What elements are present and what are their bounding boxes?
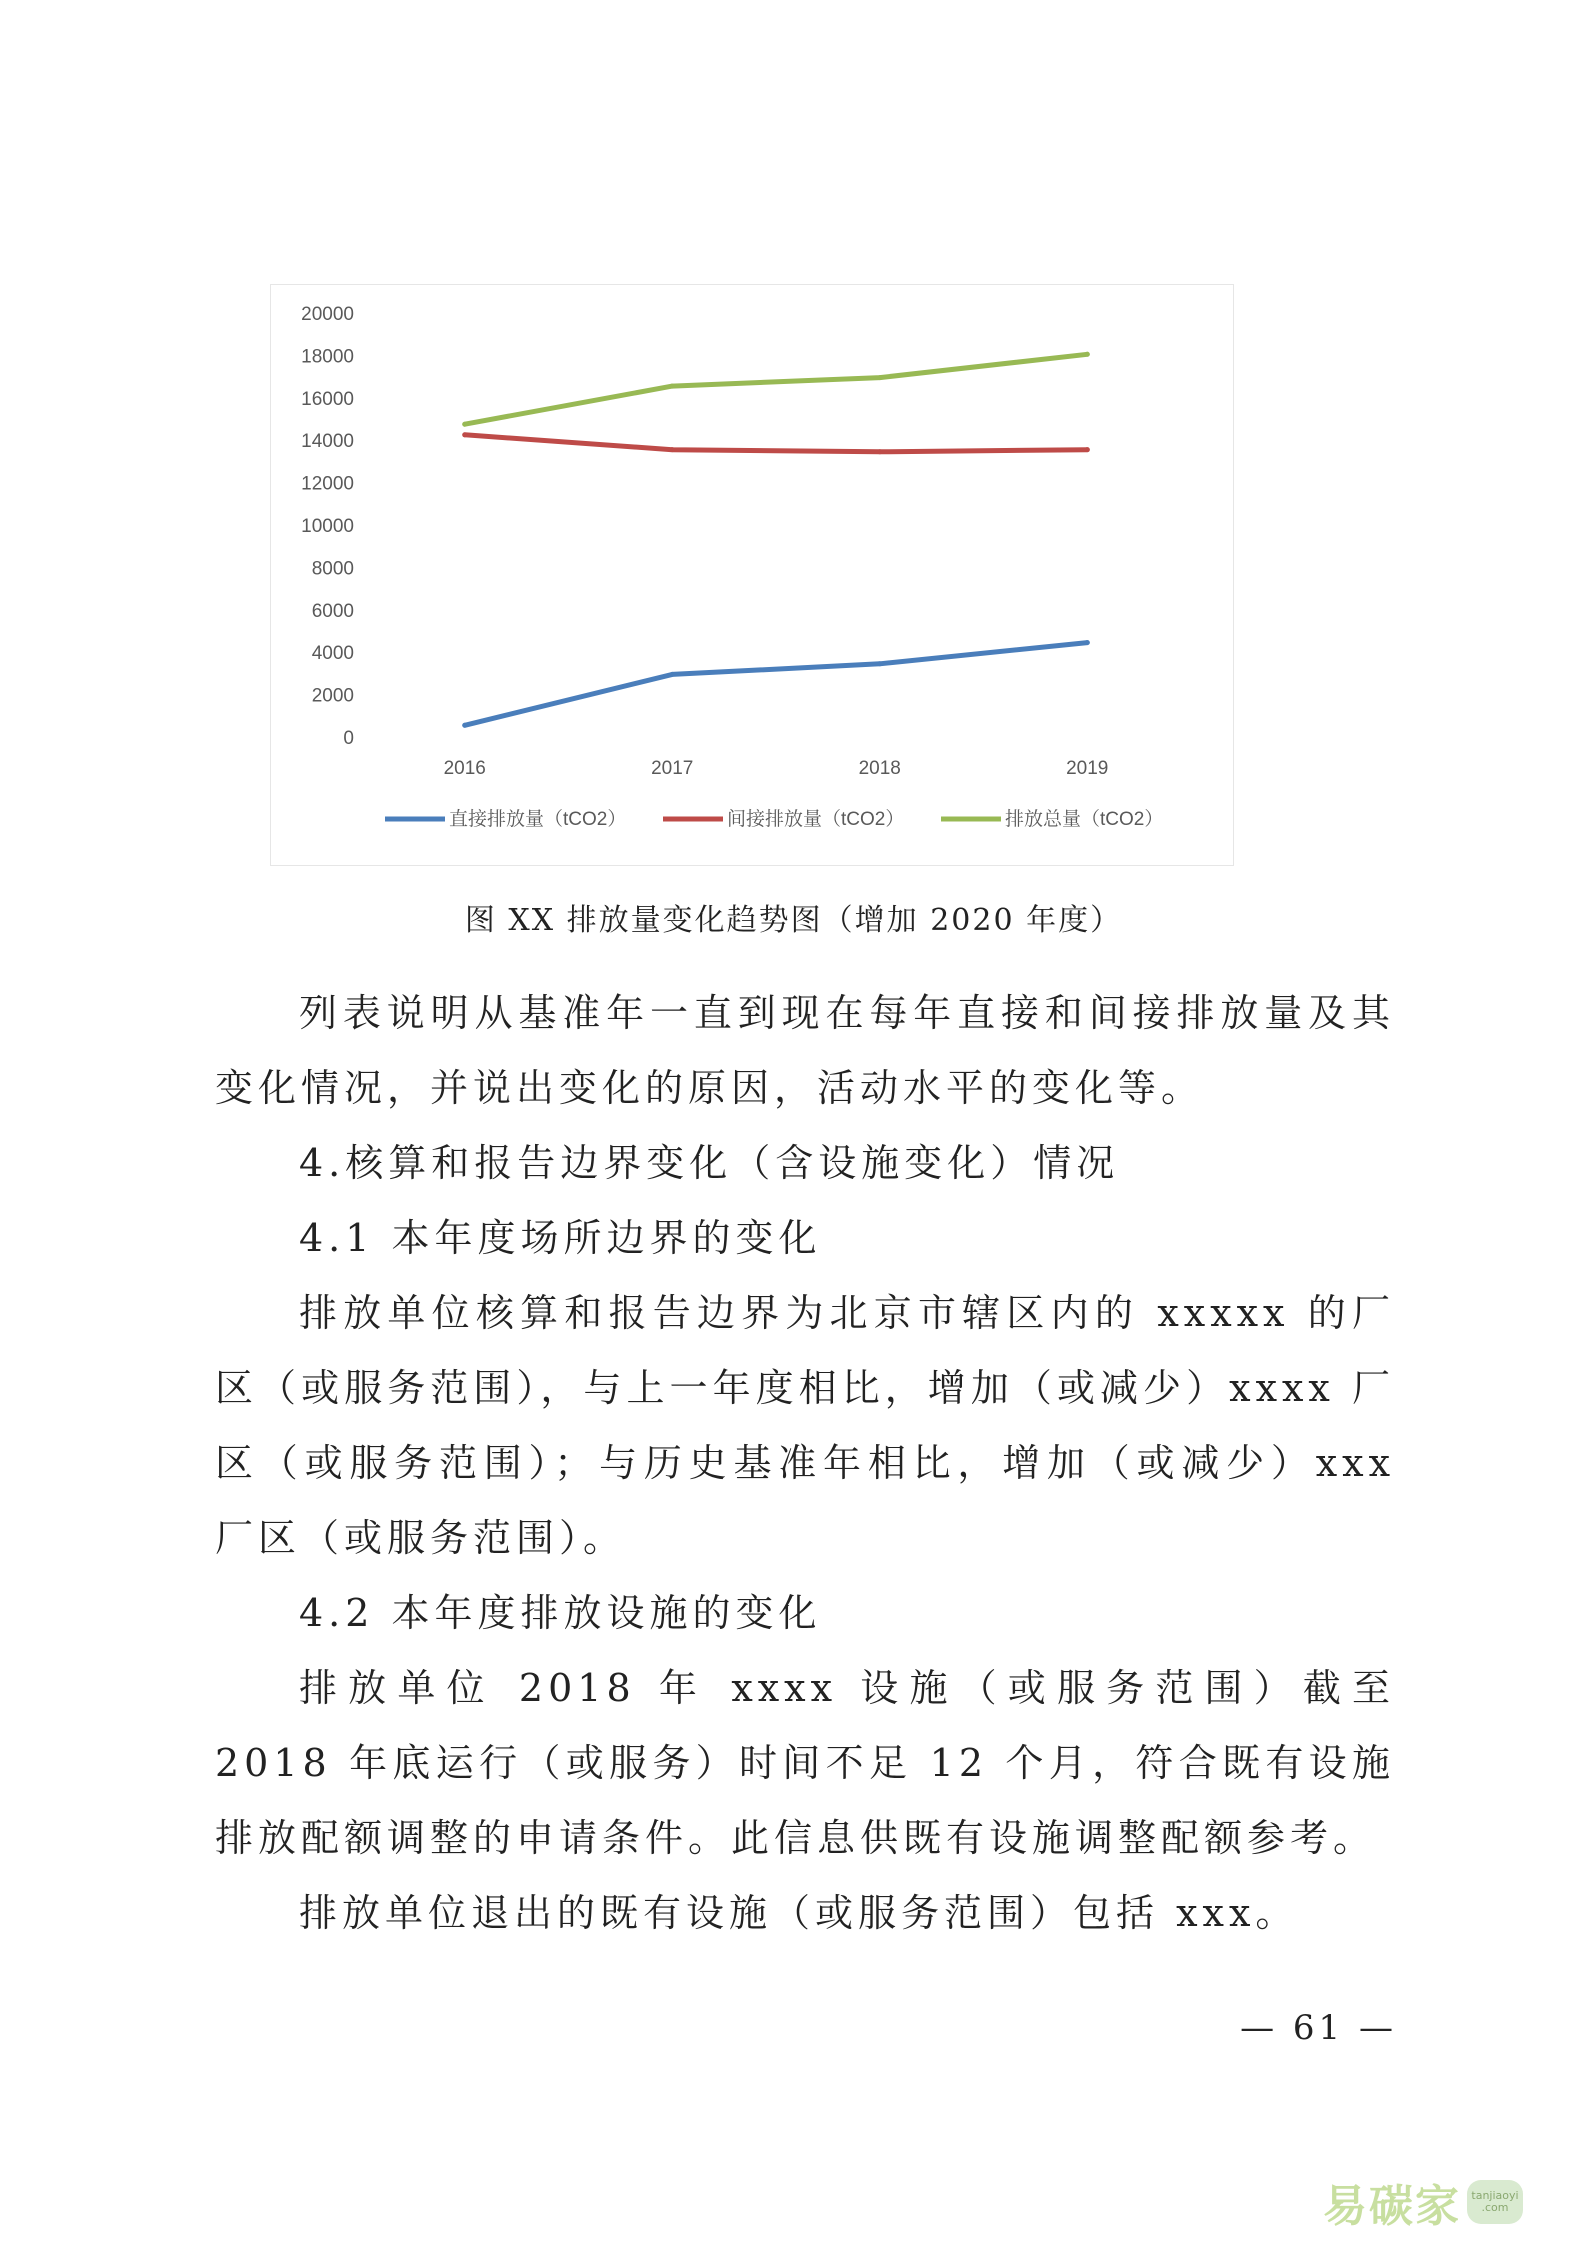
data-point [877, 449, 882, 454]
x-tick-label: 2017 [651, 758, 694, 779]
data-point [670, 447, 675, 452]
subsection-heading-4-1: 4.1 本年度场所边界的变化 [299, 1216, 822, 1260]
series-line-1 [465, 643, 1088, 726]
watermark-text: 易碳家 [1323, 2181, 1461, 2232]
y-tick-label: 6000 [311, 600, 354, 622]
figure-caption: 图 XX 排放量变化趋势图（增加 2020 年度） [464, 903, 1123, 938]
y-tick-label: 0 [343, 728, 354, 749]
paragraph-description: 列表说明从基准年一直到现在每年直接和间接排放量及其变化情况，并说出变化的原因，活动水平的变化等。 [215, 991, 1395, 1110]
data-point [1085, 352, 1090, 357]
emissions-line-chart [270, 284, 1234, 866]
x-tick-label: 2018 [858, 758, 901, 779]
paragraph-facilities: 排放单位 2018 年 xxxx 设施（或服务范围）截至 2018 年底运行（或服务）时间不足 12 个月，符合既有设施排放配额调整的申请条件。此信息供既有设施调整配额参考。 [215, 1666, 1395, 1860]
data-point [462, 422, 467, 427]
y-tick-label: 4000 [311, 643, 354, 665]
series-line-3 [465, 354, 1088, 424]
data-point [462, 723, 467, 728]
y-tick-label: 16000 [301, 388, 354, 410]
y-tick-label: 18000 [301, 346, 354, 368]
data-point [1085, 447, 1090, 452]
legend-label-1: 直接排放量（tCO2） [449, 809, 627, 830]
y-tick-label: 10000 [301, 516, 354, 537]
y-tick-label: 2000 [311, 685, 354, 707]
y-tick-label: 8000 [311, 558, 354, 580]
x-tick-label: 2019 [1066, 758, 1109, 779]
chart-canvas [271, 285, 1233, 865]
data-point [877, 375, 882, 380]
data-point [462, 432, 467, 437]
legend-label-2: 间接排放量（tCO2） [727, 809, 905, 830]
data-point [670, 384, 675, 389]
page-number: — 61 — [1240, 2008, 1397, 2048]
paragraph-exit-facilities: 排放单位退出的既有设施（或服务范围）包括 xxx。 [299, 1891, 1299, 1935]
watermark-badge: tanjiaoyi .com [1467, 2180, 1523, 2224]
x-tick-label: 2016 [443, 758, 486, 779]
watermark-logo [1323, 2167, 1553, 2237]
series-line-2 [465, 435, 1088, 452]
legend-label-3: 排放总量（tCO2） [1005, 809, 1164, 830]
y-tick-label: 12000 [301, 473, 354, 495]
section-heading-4: 4.核算和报告边界变化（含设施变化）情况 [299, 1141, 1120, 1185]
y-tick-label: 14000 [301, 431, 354, 453]
data-point [1085, 640, 1090, 645]
data-point [670, 672, 675, 677]
paragraph-boundary: 排放单位核算和报告边界为北京市辖区内的 xxxxx 的厂区（或服务范围），与上一年度相比，增加（或减少）xxxx 厂区（或服务范围）；与历史基准年相比，增加（或减少）xxx 厂区（或服务范围）。 [215, 1291, 1395, 1560]
data-point [877, 661, 882, 666]
y-tick-label: 20000 [301, 304, 354, 325]
subsection-heading-4-2: 4.2 本年度排放设施的变化 [299, 1591, 822, 1635]
